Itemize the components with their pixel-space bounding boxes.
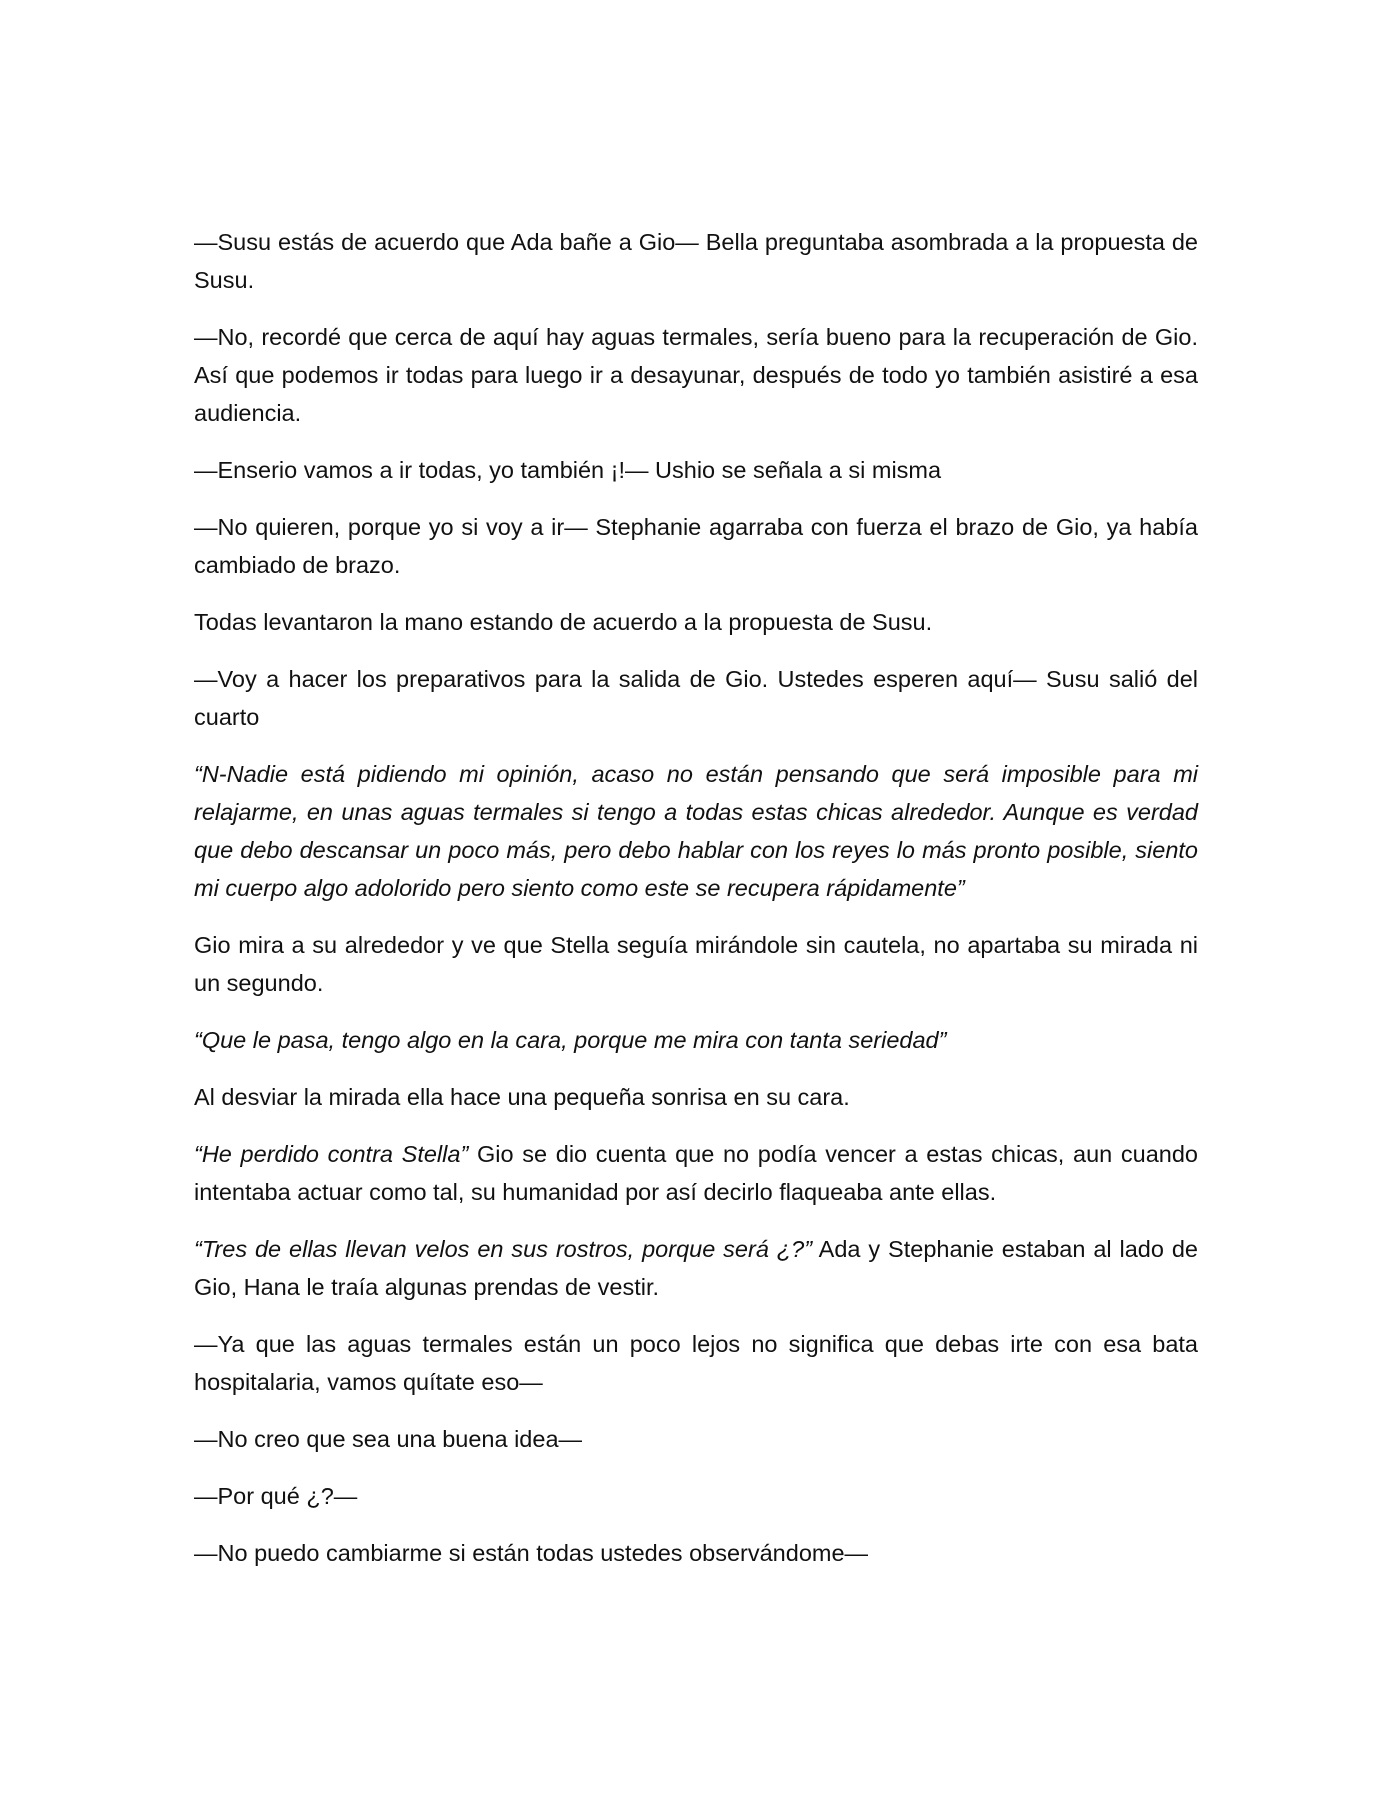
paragraph-5: Todas levantaron la mano estando de acuerdo a la propuesta de Susu. xyxy=(194,609,933,635)
paragraph-6: —Voy a hacer los preparativos para la salida de Gio. Ustedes esperen aquí— Susu salió del cuarto xyxy=(194,666,1198,730)
paragraph-11-narration: Gio se dio cuenta que no podía vencer a estas chicas, aun cuando intentaba actuar como tal, su humanidad por así decirlo flaqueaba ante ellas. xyxy=(194,1141,1198,1205)
paragraph-3: —Enserio vamos a ir todas, yo también ¡!— Ushio se señala a si misma xyxy=(194,457,942,483)
paragraph-16: —No puedo cambiarme si están todas ustedes observándome— xyxy=(194,1540,869,1566)
paragraph-1: —Susu estás de acuerdo que Ada bañe a Gio— Bella preguntaba asombrada a la propuesta de Susu. xyxy=(194,229,1198,293)
paragraph-12-narration: Ada y Stephanie estaban al lado de Gio, Hana le traía algunas prendas de vestir. xyxy=(194,1236,1198,1300)
paragraph-11-thought: “He perdido contra Stella” xyxy=(194,1141,469,1167)
document-body xyxy=(194,223,1198,1591)
paragraph-12 xyxy=(194,1230,1198,1306)
paragraph-2: —No, recordé que cerca de aquí hay aguas termales, sería bueno para la recuperación de Gio. Así que podemos ir todas para luego ir a desayunar, después de todo yo también asistiré a esa audiencia. xyxy=(194,324,1198,426)
paragraph-15: —Por qué ¿?— xyxy=(194,1483,358,1509)
paragraph-4: —No quieren, porque yo si voy a ir— Stephanie agarraba con fuerza el brazo de Gio, ya había cambiado de brazo. xyxy=(194,514,1198,578)
paragraph-8: Gio mira a su alrededor y ve que Stella seguía mirándole sin cautela, no apartaba su mirada ni un segundo. xyxy=(194,932,1198,996)
paragraph-14: —No creo que sea una buena idea— xyxy=(194,1426,583,1452)
paragraph-13: —Ya que las aguas termales están un poco lejos no significa que debas irte con esa bata hospitalaria, vamos quítate eso— xyxy=(194,1331,1198,1395)
paragraph-10: Al desviar la mirada ella hace una pequeña sonrisa en su cara. xyxy=(194,1084,850,1110)
paragraph-7-thought: “N-Nadie está pidiendo mi opinión, acaso no están pensando que será imposible para mi relajarme, en unas aguas termales si tengo a todas estas chicas alrededor. Aunque es verdad que debo descansar un poco más, pero debo hablar con los reyes lo más pronto posible, siento mi cuerpo algo adolorido pero siento como este se recupera rápidamente” xyxy=(194,761,1198,901)
paragraph-9-thought: “Que le pasa, tengo algo en la cara, porque me mira con tanta seriedad” xyxy=(194,1027,947,1053)
paragraph-12-thought: “Tres de ellas llevan velos en sus rostros, porque será ¿?” xyxy=(194,1236,813,1262)
paragraph-11 xyxy=(194,1135,1198,1211)
